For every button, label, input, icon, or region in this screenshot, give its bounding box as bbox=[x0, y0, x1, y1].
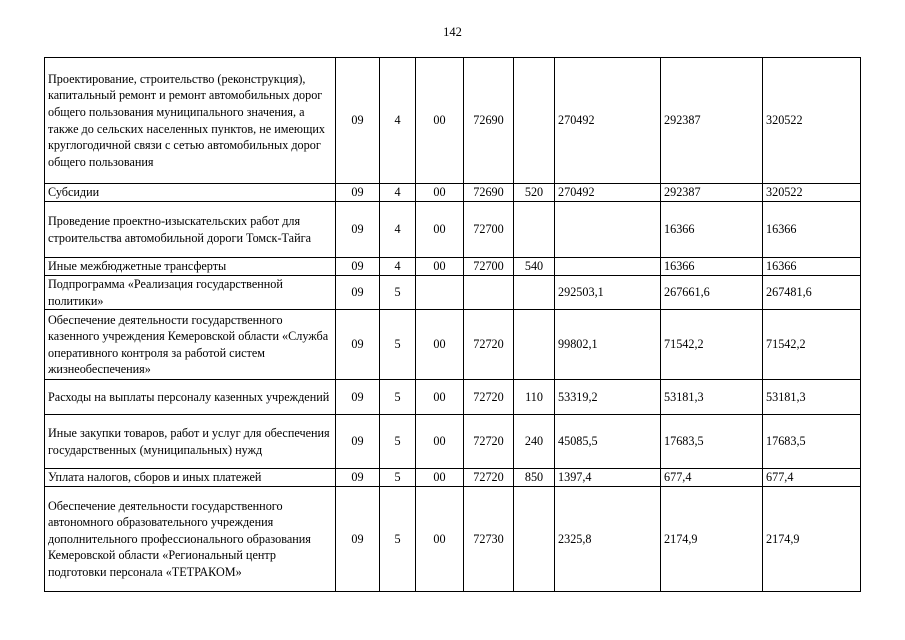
table-row bbox=[45, 310, 861, 380]
row-name-cell: Иные межбюджетные трансферты bbox=[45, 258, 336, 276]
code-cell: 00 bbox=[416, 184, 464, 202]
section-cell: 09 bbox=[336, 184, 380, 202]
amount-year3-cell: 16366 bbox=[763, 202, 861, 258]
table-row bbox=[45, 58, 861, 184]
amount-year3-cell: 677,4 bbox=[763, 469, 861, 487]
amount-year1-cell: 292503,1 bbox=[555, 276, 661, 310]
amount-year1-cell bbox=[555, 202, 661, 258]
subsection-cell: 5 bbox=[380, 469, 416, 487]
row-name-cell: Проведение проектно-изыскательских работ для строительства автомобильной дороги Томск-Тайга bbox=[45, 202, 336, 258]
page-number: 142 bbox=[443, 25, 462, 39]
expense-type-cell bbox=[514, 487, 555, 592]
amount-year2-cell: 2174,9 bbox=[661, 487, 763, 592]
subsection-cell: 4 bbox=[380, 258, 416, 276]
code-cell: 00 bbox=[416, 202, 464, 258]
amount-year1-cell: 270492 bbox=[555, 184, 661, 202]
row-name-cell: Проектирование, строительство (реконструкция), капитальный ремонт и ремонт автомобильных дорог общего пользования муниципального значения, а также до сельских населенных пунктов, не имеющих круглогодичной связи с сетью автомобильных дорог общего пользования bbox=[45, 58, 336, 184]
code-cell: 00 bbox=[416, 258, 464, 276]
code-cell bbox=[416, 276, 464, 310]
subsection-cell: 5 bbox=[380, 310, 416, 380]
amount-year2-cell: 17683,5 bbox=[661, 415, 763, 469]
program-cell: 72700 bbox=[464, 202, 514, 258]
expense-type-cell: 520 bbox=[514, 184, 555, 202]
program-cell: 72720 bbox=[464, 310, 514, 380]
amount-year3-cell: 17683,5 bbox=[763, 415, 861, 469]
expense-type-cell: 240 bbox=[514, 415, 555, 469]
row-name-cell: Подпрограмма «Реализация государственной политики» bbox=[45, 276, 336, 310]
table-row bbox=[45, 469, 861, 487]
program-cell: 72730 bbox=[464, 487, 514, 592]
section-cell: 09 bbox=[336, 276, 380, 310]
amount-year2-cell: 16366 bbox=[661, 258, 763, 276]
expense-type-cell bbox=[514, 276, 555, 310]
section-cell: 09 bbox=[336, 487, 380, 592]
amount-year2-cell: 267661,6 bbox=[661, 276, 763, 310]
section-cell: 09 bbox=[336, 58, 380, 184]
subsection-cell: 5 bbox=[380, 380, 416, 415]
amount-year2-cell: 292387 bbox=[661, 184, 763, 202]
expense-type-cell: 540 bbox=[514, 258, 555, 276]
code-cell: 00 bbox=[416, 415, 464, 469]
amount-year3-cell: 2174,9 bbox=[763, 487, 861, 592]
row-name-cell: Обеспечение деятельности государственного автономного образовательного учреждения дополнительного профессионального образования Кемеровской области «Региональный центр подготовки персонала «ТЕТРАКОМ» bbox=[45, 487, 336, 592]
amount-year1-cell: 99802,1 bbox=[555, 310, 661, 380]
expense-type-cell bbox=[514, 202, 555, 258]
amount-year1-cell: 1397,4 bbox=[555, 469, 661, 487]
amount-year2-cell: 292387 bbox=[661, 58, 763, 184]
program-cell bbox=[464, 276, 514, 310]
section-cell: 09 bbox=[336, 202, 380, 258]
subsection-cell: 5 bbox=[380, 276, 416, 310]
row-name-cell: Иные закупки товаров, работ и услуг для обеспечения государственных (муниципальных) нужд bbox=[45, 415, 336, 469]
subsection-cell: 4 bbox=[380, 184, 416, 202]
row-name-cell: Обеспечение деятельности государственного казенного учреждения Кемеровской области «Служба оперативного контроля за работой систем жизнеобеспечения» bbox=[45, 310, 336, 380]
amount-year3-cell: 320522 bbox=[763, 58, 861, 184]
table-row bbox=[45, 415, 861, 469]
code-cell: 00 bbox=[416, 58, 464, 184]
amount-year2-cell: 53181,3 bbox=[661, 380, 763, 415]
expense-type-cell bbox=[514, 58, 555, 184]
program-cell: 72720 bbox=[464, 380, 514, 415]
amount-year3-cell: 267481,6 bbox=[763, 276, 861, 310]
amount-year1-cell bbox=[555, 258, 661, 276]
program-cell: 72690 bbox=[464, 58, 514, 184]
amount-year1-cell: 270492 bbox=[555, 58, 661, 184]
amount-year2-cell: 677,4 bbox=[661, 469, 763, 487]
amount-year1-cell: 2325,8 bbox=[555, 487, 661, 592]
section-cell: 09 bbox=[336, 380, 380, 415]
code-cell: 00 bbox=[416, 469, 464, 487]
expense-type-cell: 850 bbox=[514, 469, 555, 487]
code-cell: 00 bbox=[416, 380, 464, 415]
subsection-cell: 4 bbox=[380, 58, 416, 184]
budget-table bbox=[44, 57, 861, 592]
program-cell: 72700 bbox=[464, 258, 514, 276]
code-cell: 00 bbox=[416, 487, 464, 592]
section-cell: 09 bbox=[336, 415, 380, 469]
amount-year3-cell: 71542,2 bbox=[763, 310, 861, 380]
amount-year2-cell: 71542,2 bbox=[661, 310, 763, 380]
row-name-cell: Расходы на выплаты персоналу казенных учреждений bbox=[45, 380, 336, 415]
program-cell: 72720 bbox=[464, 415, 514, 469]
subsection-cell: 4 bbox=[380, 202, 416, 258]
row-name-cell: Субсидии bbox=[45, 184, 336, 202]
amount-year1-cell: 45085,5 bbox=[555, 415, 661, 469]
amount-year3-cell: 16366 bbox=[763, 258, 861, 276]
budget-table-body bbox=[45, 58, 861, 592]
section-cell: 09 bbox=[336, 258, 380, 276]
table-row bbox=[45, 276, 861, 310]
subsection-cell: 5 bbox=[380, 487, 416, 592]
section-cell: 09 bbox=[336, 310, 380, 380]
program-cell: 72690 bbox=[464, 184, 514, 202]
code-cell: 00 bbox=[416, 310, 464, 380]
amount-year1-cell: 53319,2 bbox=[555, 380, 661, 415]
subsection-cell: 5 bbox=[380, 415, 416, 469]
expense-type-cell bbox=[514, 310, 555, 380]
section-cell: 09 bbox=[336, 469, 380, 487]
table-row bbox=[45, 184, 861, 202]
table-row bbox=[45, 487, 861, 592]
table-row bbox=[45, 258, 861, 276]
amount-year3-cell: 320522 bbox=[763, 184, 861, 202]
row-name-cell: Уплата налогов, сборов и иных платежей bbox=[45, 469, 336, 487]
table-row bbox=[45, 380, 861, 415]
table-row bbox=[45, 202, 861, 258]
amount-year3-cell: 53181,3 bbox=[763, 380, 861, 415]
program-cell: 72720 bbox=[464, 469, 514, 487]
amount-year2-cell: 16366 bbox=[661, 202, 763, 258]
expense-type-cell: 110 bbox=[514, 380, 555, 415]
